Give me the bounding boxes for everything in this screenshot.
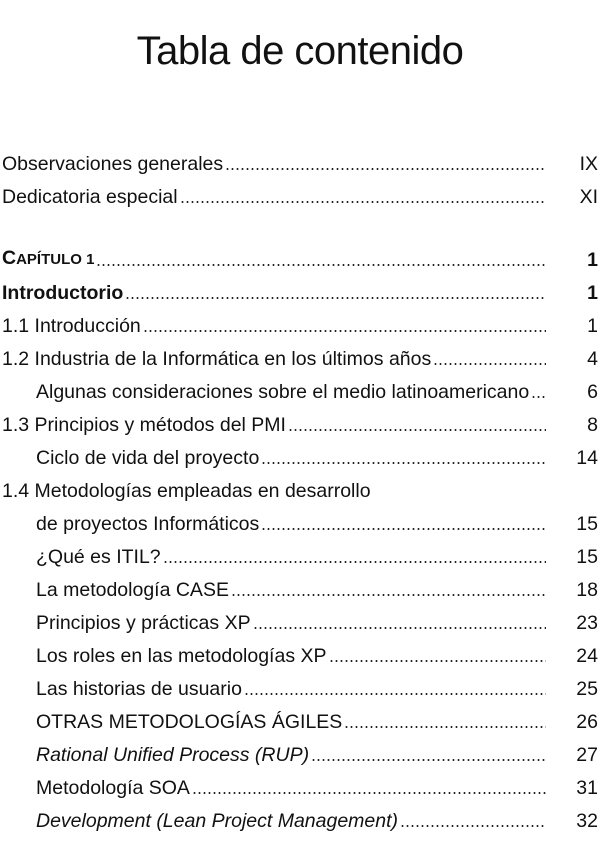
toc-entry-label: Observaciones generales <box>2 153 224 175</box>
toc-entry-label: Metodología SOA <box>36 777 190 799</box>
toc-entry-1-4[interactable] <box>2 468 598 502</box>
toc-entry-label: Los roles en las metodologías XP <box>36 645 327 667</box>
dot-leader <box>433 362 546 366</box>
toc-entry-page: 1 <box>587 315 598 337</box>
toc-entry-page: 1 <box>587 282 598 304</box>
toc-entry-page: 8 <box>587 414 598 436</box>
toc-entry-xp-roles[interactable] <box>36 633 598 667</box>
toc-entry-label: 1.1 Introducción <box>2 315 141 337</box>
toc-entry-case[interactable] <box>36 567 598 601</box>
dot-leader <box>261 527 546 531</box>
dot-leader <box>531 395 546 399</box>
toc-entry-itil[interactable] <box>36 534 598 568</box>
toc-entry-dedicatoria[interactable] <box>2 174 598 208</box>
toc-entry-lean[interactable] <box>36 798 598 832</box>
toc-entry-label: ¿Qué es ITIL? <box>36 546 161 568</box>
dot-leader <box>225 167 546 171</box>
toc-entry-rup[interactable] <box>36 732 598 766</box>
toc-entry-page: XI <box>579 186 598 208</box>
toc-entry-label: de proyectos Informáticos <box>36 513 260 535</box>
toc-entry-page: 23 <box>576 612 598 634</box>
toc-entry-otras-agiles[interactable] <box>36 699 598 733</box>
dot-leader <box>288 428 546 432</box>
toc-entry-label: Dedicatoria especial <box>2 186 178 208</box>
dot-leader <box>143 329 546 333</box>
toc-entry-page: 4 <box>587 348 598 370</box>
toc-entry-label: 1.2 Industria de la Informática en los últimos años <box>2 348 432 370</box>
dot-leader <box>344 725 546 729</box>
toc-entry-label: Principios y prácticas XP <box>36 612 251 634</box>
toc-entry-capitulo-1[interactable] <box>2 237 598 271</box>
toc-entry-historias-usuario[interactable] <box>36 666 598 700</box>
toc-entry-label: Development (Lean Project Management) <box>36 810 399 832</box>
toc-entry-label: Introductorio <box>2 282 124 304</box>
chapter-rest: APÍTULO 1 <box>16 251 95 268</box>
toc-entry-page: 1 <box>587 249 598 271</box>
dot-leader <box>261 461 546 465</box>
toc-entry-ciclo-de-vida[interactable] <box>36 435 598 469</box>
dot-leader <box>96 263 546 267</box>
toc-entry-algunas-consideraciones[interactable] <box>36 369 598 403</box>
toc-entry-label: OTRAS METODOLOGÍAS ÁGILES <box>36 711 343 733</box>
toc-entry-page: 31 <box>576 777 598 799</box>
toc-entry-label: Ciclo de vida del proyecto <box>36 447 260 469</box>
dot-leader <box>163 560 546 564</box>
dot-leader <box>329 659 546 663</box>
toc-entry-page: IX <box>579 153 598 175</box>
toc-entry-label: Algunas consideraciones sobre el medio latinoamericano <box>36 381 530 403</box>
dot-leader <box>244 692 546 696</box>
dot-leader <box>231 593 546 597</box>
page-title: Tabla de contenido <box>136 28 464 73</box>
toc-entry-introductorio[interactable] <box>2 270 598 304</box>
toc-entry-label: 1.3 Principios y métodos del PMI <box>2 414 286 436</box>
toc-entry-page: 24 <box>576 645 598 667</box>
toc-entry-page: 25 <box>576 678 598 700</box>
toc-entry-1-2[interactable] <box>2 336 598 370</box>
toc-entry-page: 14 <box>576 447 598 469</box>
toc-entry-page: 27 <box>576 744 598 766</box>
toc-entry-proyectos-informaticos[interactable] <box>36 501 598 535</box>
toc-entry-observaciones[interactable] <box>2 141 598 175</box>
toc-entry-label: La metodología CASE <box>36 579 229 601</box>
dot-leader <box>125 296 546 300</box>
chapter-initial: C <box>2 247 17 269</box>
dot-leader <box>311 758 546 762</box>
dot-leader <box>180 200 546 204</box>
toc-entry-page: 32 <box>576 810 598 832</box>
dot-leader <box>192 791 546 795</box>
toc-entry-xp-principios[interactable] <box>36 600 598 634</box>
toc-entry-page: 15 <box>576 546 598 568</box>
toc-entry-label: Rational Unified Process (RUP) <box>36 744 310 766</box>
toc-entry-label: 1.4 Metodologías empleadas en desarrollo <box>2 480 371 502</box>
toc-entry-1-1[interactable] <box>2 303 598 337</box>
toc-entry-soa[interactable] <box>36 765 598 799</box>
toc-entry-label <box>2 247 96 271</box>
toc-entry-page: 18 <box>576 579 598 601</box>
dot-leader <box>253 626 546 630</box>
toc-entry-page: 15 <box>576 513 598 535</box>
toc-entry-page: 6 <box>587 381 598 403</box>
dot-leader <box>400 824 546 828</box>
toc-entry-page: 26 <box>576 711 598 733</box>
toc-entry-label: Las historias de usuario <box>36 678 242 700</box>
toc-entry-1-3[interactable] <box>2 402 598 436</box>
